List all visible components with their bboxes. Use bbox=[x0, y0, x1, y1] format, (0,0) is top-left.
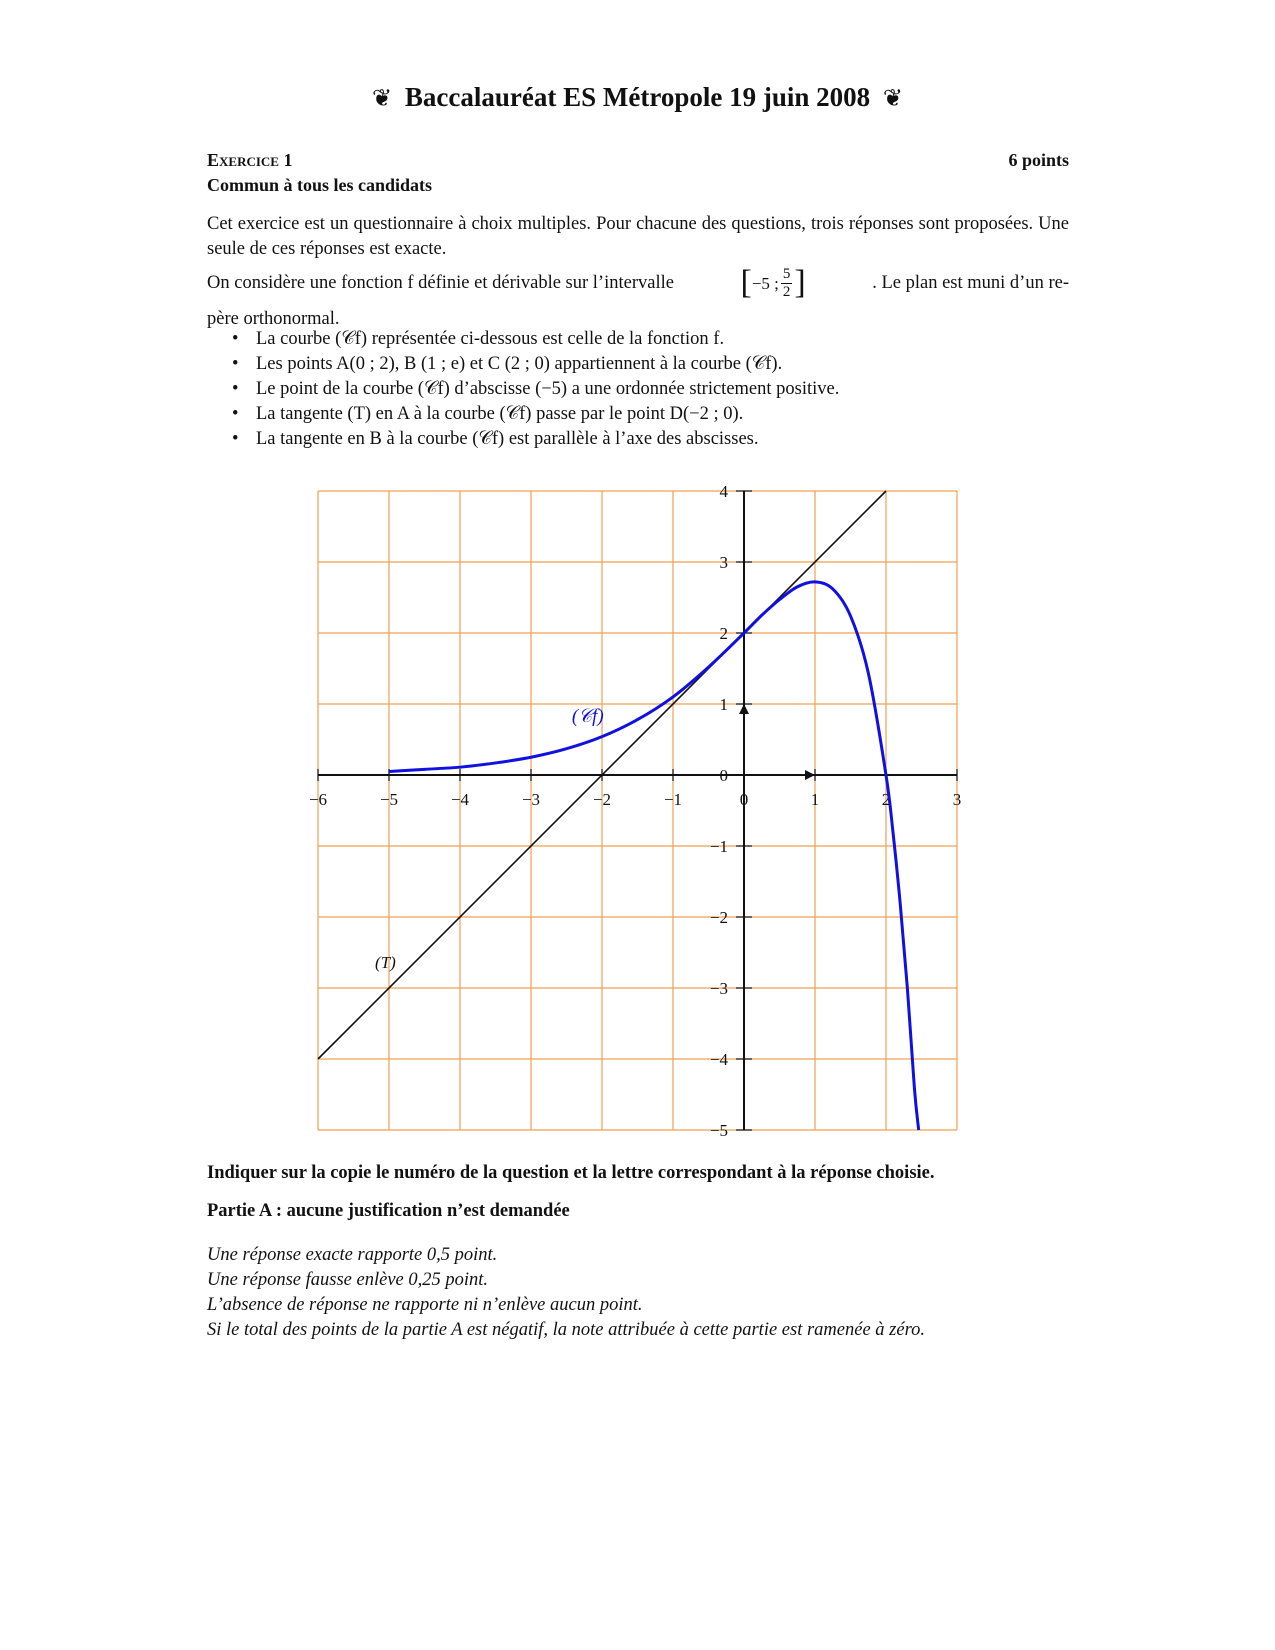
x-tick-label: 1 bbox=[810, 790, 820, 809]
exercise-points: 6 points bbox=[1008, 150, 1069, 170]
exercise-audience: Commun à tous les candidats bbox=[207, 175, 433, 195]
right-ornament-icon: ❦ bbox=[882, 86, 903, 112]
y-tick-label: 3 bbox=[719, 553, 728, 572]
part-a-title: Partie A : aucune justification n’est demandée bbox=[207, 1201, 570, 1221]
tangent-label: (T) bbox=[375, 953, 396, 973]
list-item: • Le point de la courbe (𝒞f) d’abscisse (−5) a une ordonnée strictement positive. bbox=[232, 377, 839, 402]
x-tick-label: −5 bbox=[379, 790, 399, 809]
rule-line: Une réponse fausse enlève 0,25 point. bbox=[207, 1270, 489, 1290]
x-tick-label: −2 bbox=[592, 790, 612, 809]
x-tick-label: 2 bbox=[881, 790, 891, 809]
scoring-rules bbox=[207, 1243, 925, 1343]
y-tick-label: 4 bbox=[719, 482, 728, 501]
domain-sentence-start: On considère une fonction f définie et dérivable sur l’intervalle bbox=[207, 272, 674, 293]
grid bbox=[318, 491, 957, 1130]
x-tick-label: −6 bbox=[308, 790, 328, 809]
intro-paragraph: Cet exercice est un questionnaire à choix multiples. Pour chacune des questions, trois réponses sont proposées. Une seule de ces réponses est exacte. bbox=[207, 214, 1069, 259]
y-tick-label: −4 bbox=[709, 1050, 728, 1069]
title-text: Baccalauréat ES Métropole 19 juin 2008 bbox=[404, 82, 871, 112]
rule-line: Une réponse exacte rapporte 0,5 point. bbox=[207, 1245, 498, 1265]
curve-Cf bbox=[389, 582, 919, 1130]
y-tick-label: −5 bbox=[709, 1121, 728, 1140]
unit-vector-i-head bbox=[805, 770, 815, 780]
y-tick-label: −1 bbox=[709, 837, 728, 856]
list-item: • La tangente en B à la courbe (𝒞f) est parallèle à l’axe des abscisses. bbox=[232, 427, 839, 452]
interval-denominator: 2 bbox=[782, 283, 791, 300]
y-tick-label: 0 bbox=[719, 766, 728, 785]
x-tick-label: 3 bbox=[952, 790, 962, 809]
domain-sentence-cont: père orthonormal. bbox=[207, 309, 340, 329]
rule-line: L’absence de réponse ne rapporte ni n’enlève aucun point. bbox=[207, 1295, 643, 1315]
y-tick-label: 2 bbox=[719, 624, 728, 643]
instruction: Indiquer sur la copie le numéro de la question et la lettre correspondant à la réponse choisie. bbox=[207, 1163, 935, 1183]
interval-numerator: 5 bbox=[782, 265, 791, 282]
list-item: • La courbe (𝒞f) représentée ci-dessous est celle de la fonction f. bbox=[232, 327, 839, 352]
x-tick-label: −1 bbox=[663, 790, 683, 809]
left-ornament-icon: ❦ bbox=[372, 86, 393, 112]
unit-vector-j-head bbox=[739, 704, 749, 714]
x-tick-label: 0 bbox=[739, 790, 749, 809]
y-tick-label: 1 bbox=[719, 695, 728, 714]
curve-label: (𝒞f) bbox=[571, 705, 604, 727]
exercise-label: Exercice 1 bbox=[207, 150, 293, 170]
y-tick-label: −3 bbox=[709, 979, 728, 998]
domain-sentence-end: . Le plan est muni d’un re- bbox=[872, 272, 1069, 293]
list-item: • La tangente (T) en A à la courbe (𝒞f) passe par le point D(−2 ; 0). bbox=[232, 402, 839, 427]
x-tick-label: −3 bbox=[521, 790, 541, 809]
interval-left: −5 ; bbox=[751, 273, 779, 293]
x-tick-label: −4 bbox=[450, 790, 470, 809]
list-item: • Les points A(0 ; 2), B (1 ; e) et C (2 ; 0) appartiennent à la courbe (𝒞f). bbox=[232, 352, 839, 377]
rule-line: Si le total des points de la partie A est négatif, la note attribuée à cette partie est ramenée à zéro. bbox=[207, 1320, 925, 1340]
y-tick-label: −2 bbox=[709, 908, 728, 927]
interval: [ −5 ; $\frac{5}{2}$ ] bbox=[740, 264, 806, 301]
